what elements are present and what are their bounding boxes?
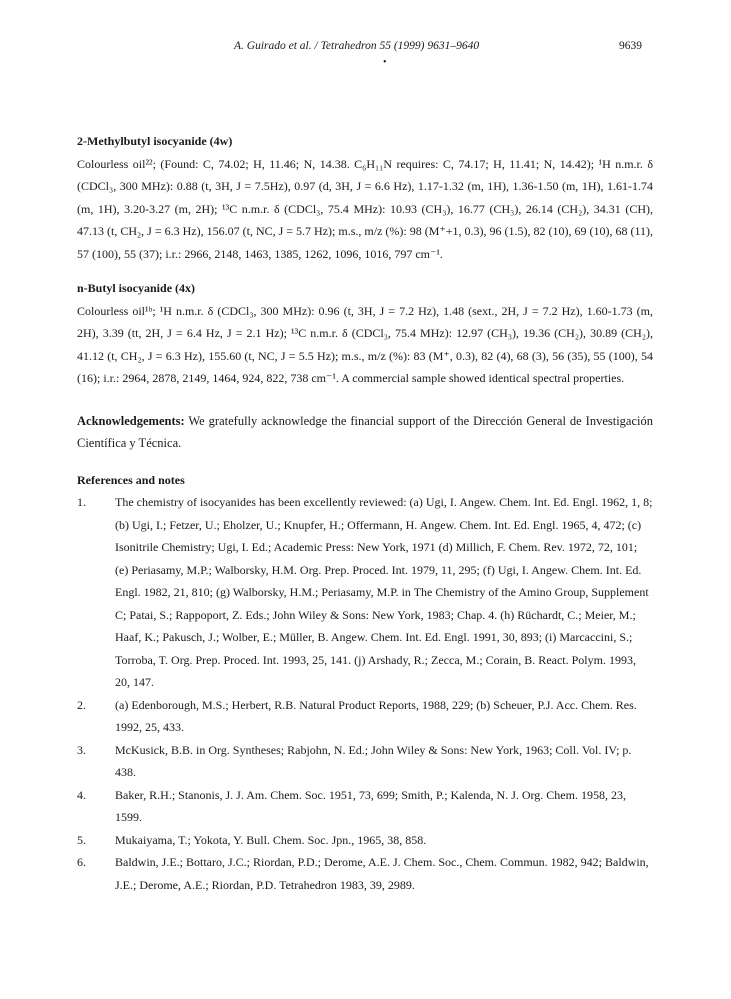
reference-item (77, 851, 653, 896)
reference-number: 3. (77, 742, 86, 757)
compound-4x-data: Colourless oil¹ᵇ; ¹H n.m.r. δ (CDCl₃, 300 MHz): 0.96 (t, 3H, J = 7.2 Hz), 1.48 (sext., 2H, J = 7.2 Hz), 1.60-1.73 (m, 2H), 3.39 (tt, 2H, J = 6.4 Hz, J = 2.1 Hz); ¹³C n.m.r. δ (CDCl₃, 75.4 MHz): 12.97 (CH₃), 19.36 (CH₂), 30.89 (CH₂), 41.12 (t, CH₂, J = 6.3 Hz), 155.60 (t, NC, J = 5.5 Hz); m.s., m/z (%): 83 (M⁺, 0.3), 82 (4), 68 (3), 56 (35), 55 (100), 54 (16); i.r.: 2964, 2878, 2149, 1464, 924, 822, 738 cm⁻¹. A commercial sample showed identical spectral properties. (77, 303, 653, 385)
reference-number: 4. (77, 787, 86, 802)
compound-4w-section (77, 130, 653, 265)
reference-text: McKusick, B.B. in Org. Syntheses; Rabjohn, N. Ed.; John Wiley & Sons: New York, 1963; Coll. Vol. IV; p. 438. (115, 742, 632, 779)
compound-4x-section (77, 277, 653, 390)
reference-number: 2. (77, 697, 86, 712)
compound-4w-heading: 2-Methylbutyl isocyanide (4w) (77, 134, 233, 148)
reference-number: 5. (77, 832, 86, 847)
reference-text: Mukaiyama, T.; Yokota, Y. Bull. Chem. Soc. Jpn., 1965, 38, 858. (115, 832, 427, 847)
reference-item (77, 694, 653, 739)
reference-item (77, 491, 653, 694)
reference-text: The chemistry of isocyanides has been excellently reviewed: (a) Ugi, I. Angew. Chem. Int. Ed. Engl. 1962, 1, 8; (b) Ugi, I.; Fetzer, U.; Eholzer, U.; Knupfer, H.; Offermann, H. Angew. Chem. Int. Ed. Engl. 1965, 4, 472; (c) Isonitrile Chemistry; Ugi, I. Ed.; Academic Press: New York, 1971 (d) Millich, F. Chem. Rev. 1972, 72, 101; (e) Periasamy, M.P.; Walborsky, H.M. Org. Prep. Proced. Int. 1979, 11, 295; (f) Ugi, I. Angew. Chem. Int. Ed. Engl. 1982, 21, 810; (g) Walborsky, H.M.; Periasamy, M.P. in The Chemistry of the Amino Group, Supplement C; Patai, S.; Rappoport, Z. Eds.; John Wiley & Sons: New York, 1983; Chap. 4. (h) Rüchardt, C.; Meier, M.; Haaf, K.; Pakusch, J.; Wolber, E.; Müller, B. Angew. Chem. Int. Ed. Engl. 1991, 30, 893; (i) Marcaccini, S.; Torroba, T. Org. Prep. Proced. Int. 1993, 25, 141. (j) Arshady, R.; Zecca, M.; Corain, B. React. Polym. 1993, 20, 147. (115, 495, 653, 689)
reference-number: 1. (77, 495, 86, 509)
reference-text: Baker, R.H.; Stanonis, J. J. Am. Chem. Soc. 1951, 73, 699; Smith, P.; Kalenda, N. J. Org. Chem. 1958, 23, 1599. (115, 787, 626, 824)
reference-item (77, 829, 653, 852)
reference-text: Baldwin, J.E.; Bottaro, J.C.; Riordan, P.D.; Derome, A.E. J. Chem. Soc., Chem. Commun. 1982, 942; Baldwin, J.E.; Derome, A.E.; Riordan, P.D. Tetrahedron 1983, 39, 2989. (115, 855, 649, 892)
stray-dot: • (383, 57, 387, 68)
article-body (77, 130, 653, 896)
page-header (0, 40, 731, 58)
reference-text: (a) Edenborough, M.S.; Herbert, R.B. Natural Product Reports, 1988, 229; (b) Scheuer, P.J. Acc. Chem. Res. 1992, 25, 433. (115, 697, 637, 734)
compound-4x-heading: n-Butyl isocyanide (4x) (77, 281, 196, 295)
page-number: 9639 (619, 40, 642, 52)
reference-item (77, 784, 653, 829)
running-head: A. Guirado et al. / Tetrahedron 55 (1999) 9631–9640 (234, 40, 480, 52)
reference-item (77, 739, 653, 784)
reference-number: 6. (77, 855, 86, 869)
references-heading: References and notes (77, 472, 185, 487)
acknowledgements-text: We gratefully acknowledge the financial support of the Dirección General de Investigación Científica y Técnica. (77, 413, 653, 450)
acknowledgements-paragraph (77, 410, 653, 455)
compound-4w-data: Colourless oil²²; (Found: C, 74.02; H, 11.46; N, 14.38. C₆H₁₁N requires: C, 74.17; H, 11.41; N, 14.42); ¹H n.m.r. δ (CDCl₃, 300 MHz): 0.88 (t, 3H, J = 7.5Hz), 0.97 (d, 3H, J = 6.6 Hz), 1.17-1.32 (m, 1H), 1.36-1.50 (m, 1H), 1.61-1.74 (m, 1H), 3.20-3.27 (m, 2H); ¹³C n.m.r. δ (CDCl₃, 75.4 MHz): 10.93 (CH₃), 16.77 (CH₃), 26.14 (CH₂), 34.31 (CH), 47.13 (t, CH₂, J = 6.3 Hz), 156.07 (t, NC, J = 5.7 Hz); m.s., m/z (%): 98 (M⁺+1, 0.3), 96 (1.5), 82 (10), 69 (10), 68 (11), 57 (100), 55 (37); i.r.: 2966, 2148, 1463, 1385, 1262, 1096, 1016, 797 cm⁻¹. (77, 156, 653, 261)
references-list (77, 491, 653, 896)
acknowledgements-label: Acknowledgements: (77, 413, 185, 428)
